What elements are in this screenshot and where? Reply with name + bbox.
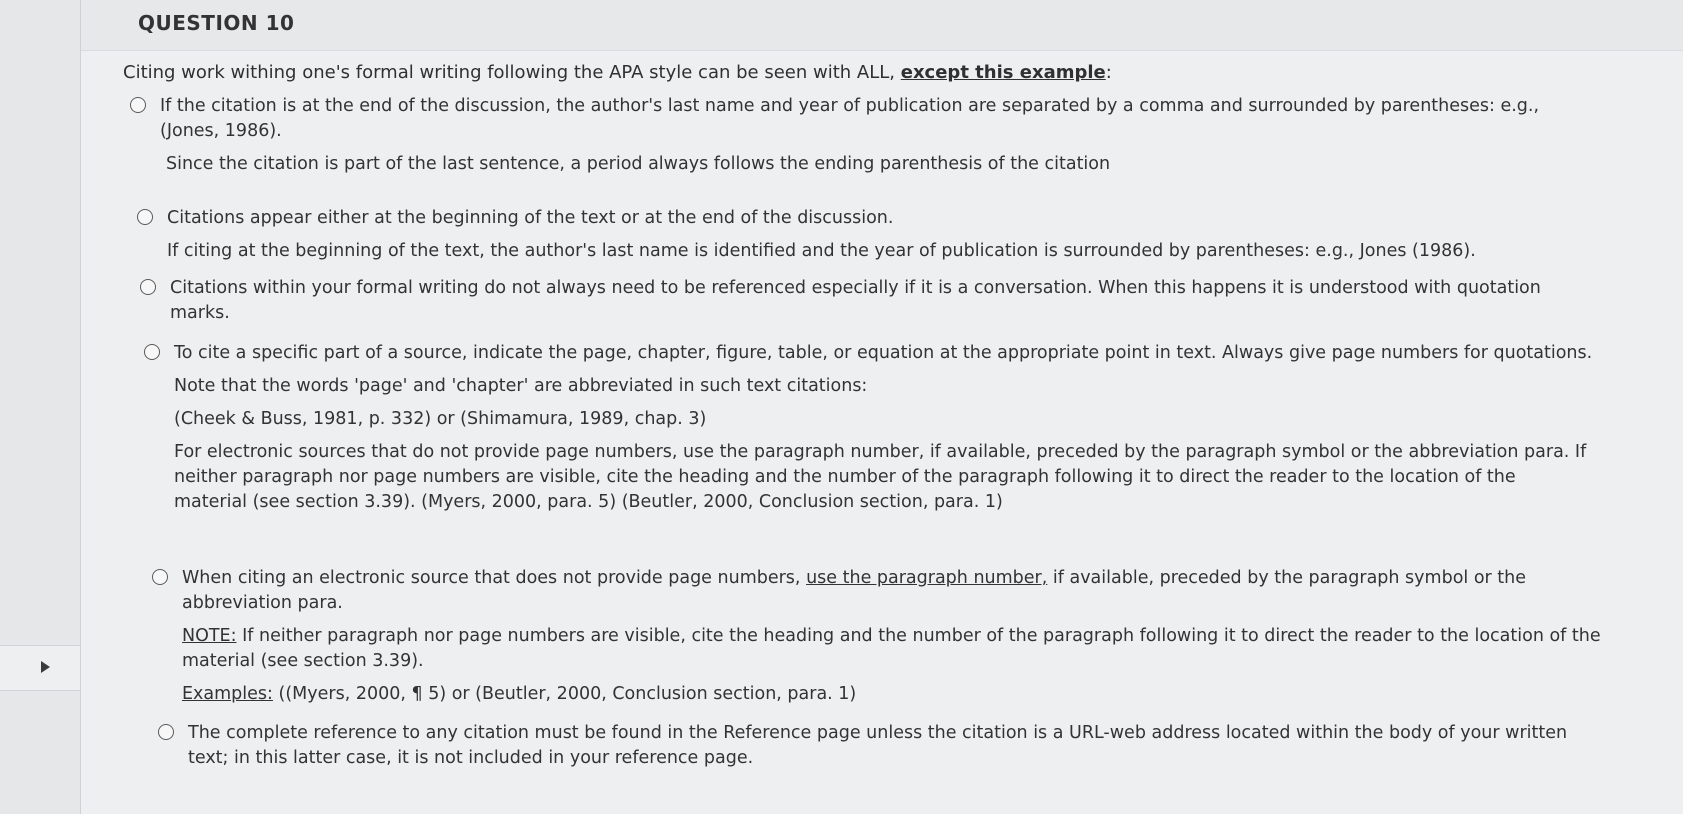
expand-panel-tab[interactable] (0, 645, 80, 691)
question-header (81, 0, 1683, 51)
option-6-text: The complete reference to any citation must be found in the Reference page unless the citation is a URL-web address located within the body of your written text; in this latter case, it is not included in your reference page. (188, 723, 1568, 768)
answer-option-3[interactable] (170, 276, 1590, 326)
radio-button[interactable] (130, 97, 146, 113)
prompt-emphasis: except this example (900, 62, 1106, 83)
radio-button[interactable] (137, 209, 153, 225)
option-5-examples (182, 682, 1602, 707)
option-2-text: Citations appear either at the beginning of the text or at the end of the discussion. (167, 208, 894, 228)
examples-label: Examples: (182, 684, 273, 704)
option-3-text: Citations within your formal writing do not always need to be referenced especially if it is a conversation. When this happens it is understood with quotation marks. (170, 278, 1541, 323)
option-2-detail: If citing at the beginning of the text, the author's last name is identified and the year of publication is surrounded by parentheses: e.g., Jones (1986). (167, 241, 1476, 261)
answer-option-2[interactable] (167, 206, 1587, 264)
note-text: If neither paragraph nor page numbers are visible, cite the heading and the number of the paragraph following it to direct the reader to the location of the material (see section 3.39). (182, 626, 1601, 671)
question-panel (81, 0, 1683, 814)
option-5-underlined: use the paragraph number, (806, 568, 1048, 588)
examples-text: ((Myers, 2000, ¶ 5) or (Beutler, 2000, Conclusion section, para. 1) (278, 684, 857, 704)
question-title: QUESTION 10 (138, 11, 295, 35)
option-4-detail: For electronic sources that do not provide page numbers, use the paragraph number, if available, preceded by the paragraph symbol or the abbreviation para. If neither paragraph nor page numbers are visible, cite the heading and the number of the paragraph following it to direct the reader to the location of the material (see section 3.39). (Myers, 2000, para. 5) (Beutler, 2000, Conclusion section, para. 1) (174, 442, 1587, 512)
option-4-text: To cite a specific part of a source, indicate the page, chapter, figure, table, or equation at the appropriate point in text. Always give page numbers for quotations. (174, 343, 1593, 363)
radio-button[interactable] (144, 344, 160, 360)
question-prompt (123, 62, 1112, 83)
prompt-text: Citing work withing one's formal writing following the APA style can be seen with ALL, (123, 62, 895, 83)
option-4-note: Note that the words 'page' and 'chapter' are abbreviated in such text citations: (174, 376, 868, 396)
option-1-text: If the citation is at the end of the discussion, the author's last name and year of publication are separated by a comma and surrounded by parentheses: e.g., (Jones, 1986). (160, 96, 1540, 141)
radio-button[interactable] (152, 569, 168, 585)
radio-button[interactable] (158, 724, 174, 740)
option-5-note (182, 624, 1602, 674)
option-4-example: (Cheek & Buss, 1981, p. 332) or (Shimamura, 1989, chap. 3) (174, 409, 707, 429)
left-rail (0, 0, 81, 814)
answer-option-1[interactable] (160, 94, 1600, 177)
option-1-detail: Since the citation is part of the last sentence, a period always follows the ending parenthesis of the citation (166, 154, 1111, 174)
answer-option-6[interactable] (188, 721, 1608, 771)
play-arrow-icon (41, 661, 50, 673)
note-label: NOTE: (182, 626, 237, 646)
radio-button[interactable] (140, 279, 156, 295)
answer-option-5[interactable] (182, 566, 1602, 707)
option-5-text-b: if available, preceded by the paragraph symbol or the abbreviation para. (182, 568, 1527, 613)
answer-option-4[interactable] (174, 341, 1594, 515)
option-5-text-a: When citing an electronic source that does not provide page numbers, (182, 568, 801, 588)
option-5-text (182, 566, 1602, 616)
prompt-colon: : (1105, 62, 1112, 83)
